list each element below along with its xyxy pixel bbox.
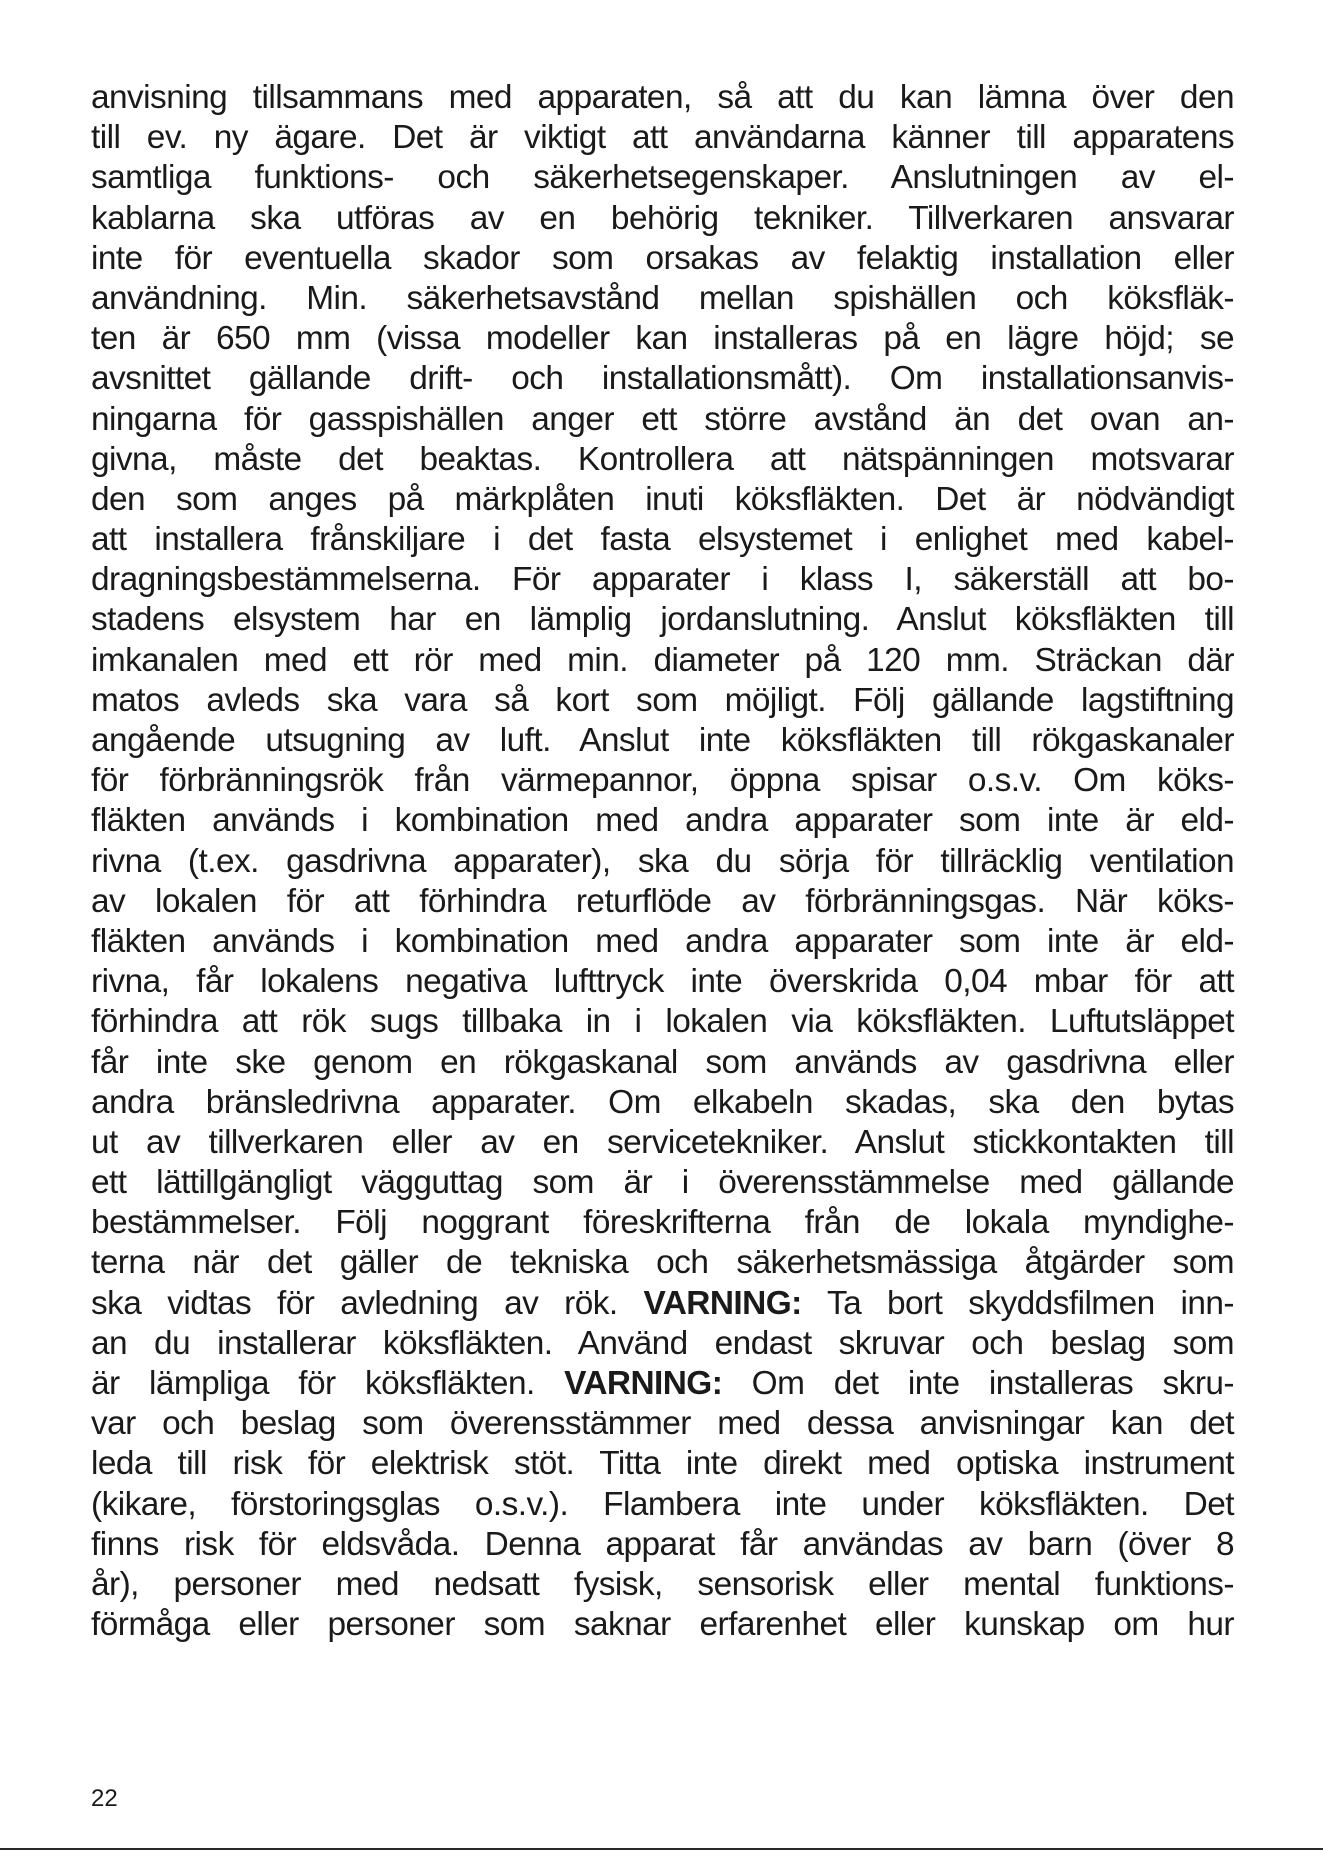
- text-line: rivna, får lokalens negativa lufttryck inte överskrida 0,04 mbar för att: [91, 963, 1234, 1001]
- text-line: terna när det gäller de tekniska och säkerhetsmässiga åtgärder som: [91, 1244, 1234, 1282]
- text-line: var och beslag som överensstämmer med dessa anvisningar kan det: [91, 1405, 1234, 1443]
- text-line: förhindra att rök sugs tillbaka in i lokalen via köksfläkten. Luftutsläppet: [91, 1003, 1234, 1041]
- text-line: förmåga eller personer som saknar erfarenhet eller kunskap om hur: [91, 1606, 1234, 1644]
- text-line: samtliga funktions- och säkerhetsegenskaper. Anslutningen av el-: [91, 159, 1234, 197]
- body-paragraph: [91, 78, 1234, 1645]
- text-line: rivna (t.ex. gasdrivna apparater), ska du sörja för tillräcklig ventilation: [91, 842, 1234, 880]
- text-line: till ev. ny ägare. Det är viktigt att användarna känner till apparatens: [91, 119, 1234, 157]
- warning-label: VARNING:: [643, 1284, 802, 1322]
- text-line: avsnittet gällande drift- och installationsmått). Om installationsanvis-: [91, 360, 1234, 398]
- text-line: angående utsugning av luft. Anslut inte köksfläkten till rökgaskanaler: [91, 722, 1234, 759]
- text-line: fläkten används i kombination med andra apparater som inte är eld-: [91, 922, 1234, 960]
- text-line: stadens elsystem har en lämplig jordanslutning. Anslut köksfläkten till: [91, 601, 1234, 639]
- text-line: fläkten används i kombination med andra apparater som inte är eld-: [91, 802, 1234, 840]
- text-line: an du installerar köksfläkten. Använd endast skruvar och beslag som: [91, 1324, 1234, 1362]
- text-line: den som anges på märkplåten inuti köksfläkten. Det är nödvändigt: [91, 480, 1234, 518]
- text-line: anvisning tillsammans med apparaten, så att du kan lämna över den: [91, 79, 1234, 116]
- text-line: ut av tillverkaren eller av en servicetekniker. Anslut stickkontakten till: [91, 1123, 1234, 1161]
- text-line: ten är 650 mm (vissa modeller kan installeras på en lägre höjd; se: [91, 320, 1234, 358]
- page-number: 22: [91, 1785, 118, 1812]
- warning-text-line: [91, 1284, 1234, 1324]
- text-line: dragningsbestämmelserna. För apparater i klass I, säkerställ att bo-: [91, 561, 1234, 599]
- text-segment: är lämpliga för köksfläkten.: [91, 1365, 565, 1402]
- text-line: bestämmelser. Följ noggrant föreskrifterna från de lokala myndighe-: [91, 1204, 1234, 1242]
- text-line: får inte ske genom en rökgaskanal som används av gasdrivna eller: [91, 1043, 1234, 1081]
- text-line: givna, måste det beaktas. Kontrollera att nätspänningen motsvarar: [91, 440, 1234, 478]
- text-line: leda till risk för elektrisk stöt. Titta inte direkt med optiska instrument: [91, 1445, 1234, 1483]
- text-line: år), personer med nedsatt fysisk, sensorisk eller mental funktions-: [91, 1565, 1234, 1603]
- text-line: att installera frånskiljare i det fasta elsystemet i enlighet med kabel-: [91, 521, 1234, 559]
- text-line: matos avleds ska vara så kort som möjligt. Följ gällande lagstiftning: [91, 681, 1234, 719]
- warning-label: VARNING:: [564, 1365, 723, 1402]
- text-line: imkanalen med ett rör med min. diameter på 120 mm. Sträckan där: [91, 641, 1234, 679]
- text-line: för förbränningsrök från värmepannor, öppna spisar o.s.v. Om köks-: [91, 762, 1234, 800]
- text-line: användning. Min. säkerhetsavstånd mellan spishällen och köksfläk-: [91, 279, 1234, 317]
- page-bottom-rule: [0, 1848, 1323, 1874]
- warning-text-line: [91, 1364, 1234, 1404]
- text-segment: ska vidtas för avledning av rök.: [91, 1284, 644, 1322]
- text-line: finns risk för eldsvåda. Denna apparat får användas av barn (över 8: [91, 1525, 1234, 1563]
- text-segment: Om det inte installeras skru-: [722, 1365, 1234, 1402]
- text-line: (kikare, förstoringsglas o.s.v.). Flambera inte under köksfläkten. Det: [91, 1485, 1234, 1523]
- text-line: ningarna för gasspishällen anger ett större avstånd än det ovan an-: [91, 400, 1234, 438]
- text-line: inte för eventuella skador som orsakas av felaktig installation eller: [91, 239, 1234, 277]
- text-line: ett lättillgängligt vägguttag som är i överensstämmelse med gällande: [91, 1164, 1234, 1202]
- text-line: kablarna ska utföras av en behörig tekniker. Tillverkaren ansvarar: [91, 199, 1234, 237]
- text-segment: Ta bort skyddsfilmen inn-: [801, 1284, 1234, 1322]
- text-line: andra bränsledrivna apparater. Om elkabeln skadas, ska den bytas: [91, 1083, 1234, 1121]
- text-line: av lokalen för att förhindra returflöde av förbränningsgas. När köks-: [91, 882, 1234, 920]
